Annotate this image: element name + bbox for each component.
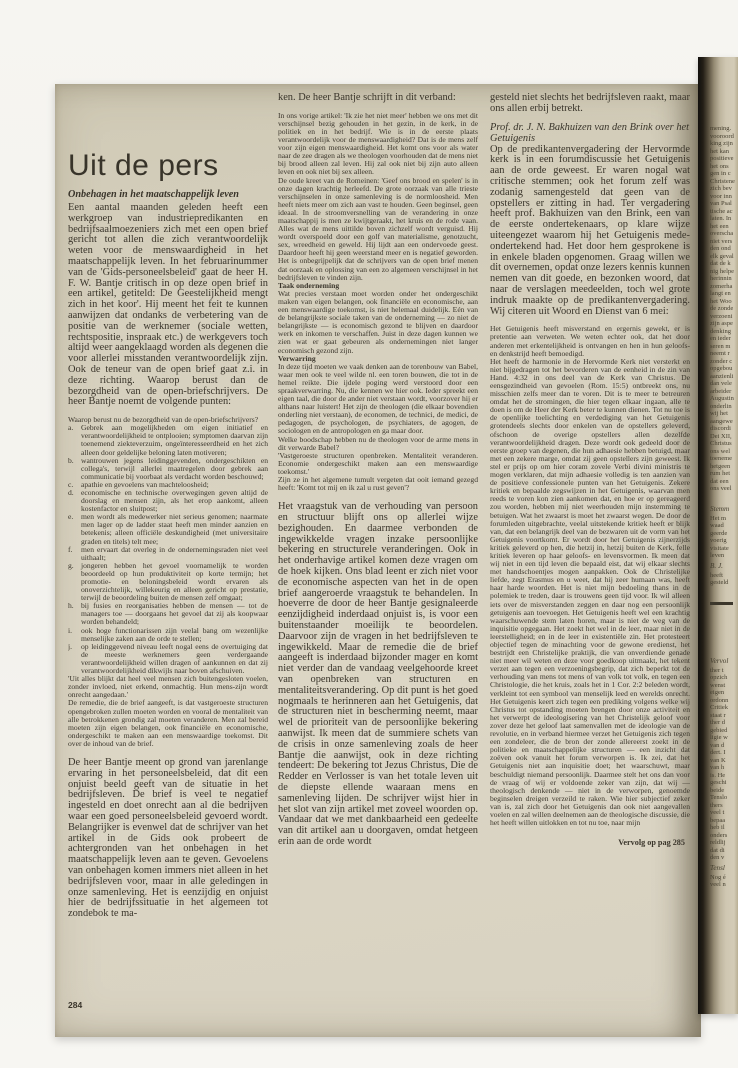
- list-item: [68, 562, 268, 602]
- list-item-label: g.: [68, 560, 74, 570]
- quote-paragraph: Welke boodschap hebben nu de theologen voor de arme mens in dit verwarde Babel?: [278, 434, 478, 452]
- fragment-line: heb il: [710, 824, 725, 831]
- fragment-line: dat de k: [710, 260, 731, 267]
- quote-subheading: Verwarring: [278, 353, 316, 363]
- fragment-line: tische ac: [710, 207, 733, 215]
- paragraph: Het vraagstuk van de verhouding van persoon en structuur blijft ons op allerlei wijze bezighouden. En daarmee verbonden de ingewikkelde vragen inzake persoonlijke bekering en structurele veranderingen. Ook in het onderhavige artikel komen deze vragen om de hoek kijken. Ons blad leent er zich niet voor de economische aspecten van het in de open brief aangeroerde vraagstuk te behandelen. In hoeverre de door de heer Bantje gesignaleerde eenzijdigheid inderdaad onjuist is, is voor een buitenstaander moeilijk te beoordelen. Daarvoor zijn de vragen in het bedrijfsleven te ingewikkeld. Maar de remedie die de brief aangeeft is inderdaad bijzonder mager en komt niet verder dan de vandaag veelgehoorde kreet van openbreken van structuren en mentaliteitsverandering. Op dit punt is het goed nogmaals te herinneren aan het Getuigenis, dat de structuren niet in bescherming neemt, maar wel de prioriteit van de persoonlijke bekering aanwijst. Ik meen dat de summiere schets van de crisis in onze samenleving zoals de heer Bantje die aanwijst, ook in deze richting tendeert: De bekering tot Jezus Christus, Die de Redder en Verlosser is van het totale leven uit de diepste ellende waaraan mens en samenleving lijden. De schrijver wijst hier in het slot van zijn artikel met zoveel woorden op. Vandaar dat we met dankbaarheid een gedeelte van dit artikel aan u doorgaven, omdat hetgeen erin aan de orde wordt: [278, 501, 478, 847]
- fragment-line: mening.: [710, 125, 732, 132]
- fragment-line: den ond: [710, 245, 731, 252]
- fragment-line: den v: [710, 854, 725, 861]
- fragment-line: dat een: [710, 477, 729, 485]
- list-item: [68, 489, 268, 513]
- fragment-line: onders: [710, 831, 728, 839]
- fragment-line: van d: [710, 741, 725, 749]
- fragment-line: zijn aspe: [710, 320, 733, 327]
- fragment-line: voerig: [710, 537, 727, 544]
- fragment-line: het kan: [710, 147, 729, 155]
- fragment-line: ordonn: [710, 696, 729, 704]
- column-1-top-margin: [68, 93, 268, 150]
- fragment-line: niet vers: [710, 237, 733, 245]
- article-subheading: Onbehagen in het maatschappelijk leven: [68, 189, 239, 200]
- fragment-line: verzoeni: [710, 312, 733, 320]
- right-page-edge: [698, 57, 738, 1014]
- fragment-line: leven: [710, 552, 725, 559]
- fragment-line: ligie w: [710, 734, 728, 741]
- list-item-text: Gebrek aan mogelijkheden om eigen initiatief en verantwoordelijkheid te ontplooien; symptomen daarvan zijn toenemend ziekteverzuim, ongeïnteresseerdheid en het zich alleen door geldelijke beloning laten motiveren;: [81, 423, 268, 457]
- fragment-line: vooroord: [710, 132, 734, 140]
- fragment-line: Het m: [710, 514, 727, 522]
- fragment-line: Christene: [710, 177, 735, 185]
- page-number: 284: [68, 1000, 83, 1010]
- paragraph: De heer Bantje meent op grond van jarenlange ervaring in het personeelsbeleid, dat dit een onjuist beeld geeft van de situatie in het bedrijfsleven. De brief is veel te negatief ingesteld en doet onrecht aan al die bedrijven waar een goed personeelsbeleid gevoerd wordt. Belangrijker is evenwel dat de schrijver van het artikel in de Gids ook probeert de achtergronden van het onbehagen in het maatschappelijk leven aan te geven. Gevoelens van onbehagen komen immers niet alleen in het bedrijfsleven voor, maar in alle geledingen in onze samenleving. Het is eenzijdig en onjuist hier de bedrijfssituatie in het algemeen tot zondebok te ma-: [68, 756, 268, 920]
- list-item-text: ook hoge functionarissen zijn veelal bang om wezenlijke menselijke zaken aan de orde te stellen;: [81, 625, 268, 643]
- paragraph: Een aantal maanden geleden heeft een werkgroep van industriepredikanten en bedrijfsaalmoezeniers zich met een open brief gericht tot allen die zich verantwoordelijk weten voor de menswaardigheid in het maatschappelijk leven. In het februarinummer van de 'Gids-personeelsbeleid' gaat de heer H. F. W. Bantje critisch in op deze open brief in een artikel, getiteld: De Geestelijkheid mengt zich in het koor'. Hij meent het feit te kunnen aanwijzen dat ondanks de verbetering van de positie van de werknemer (sociale wetten, rechtspositie, inspraak etc.) de werkgevers toch altijd weer aangeklaagd worden als degenen die voor allerlei misstanden verantwoordelijk zijn. Ook de teneur van de open brief gaat z.i. in deze richting. Waarop berust dan de bezorgdheid van de open-briefschrijvers. De heer Bantje noemt de volgende punten:: [68, 202, 268, 408]
- fragment-line: neemt r: [710, 350, 730, 357]
- list-item-label: a.: [68, 423, 74, 433]
- fragment-line: langt en: [710, 290, 731, 297]
- list-item: [68, 424, 268, 456]
- quote-subheading: Taak onderneming: [278, 280, 340, 290]
- list-item-label: f.: [68, 544, 73, 554]
- list-item-text: wantrouwen jegens leidinggevenden, ondergeschikten en collega's, terwijl allerlei maatregelen door gebrek aan communicatie bij voorbaat als verdacht worden beschouwd;: [81, 455, 268, 481]
- fragment-line: denking: [710, 327, 731, 335]
- fragment-line: staat r: [710, 711, 726, 719]
- fragment-line: hetgeen: [710, 462, 731, 470]
- fragment-line: nig helpe: [710, 267, 735, 275]
- fragment-line: zomerha: [710, 282, 733, 290]
- fragment-line: het een: [710, 222, 729, 230]
- fragment-line: gen in c: [710, 170, 731, 177]
- fragment-line: reldlij: [710, 839, 726, 846]
- list-item-text: bij fusies en reorganisaties hebben de mensen — tot de managers toe — doorgaans het gevoel dat zij als koopwaar worden behandeld;: [81, 601, 268, 627]
- fragment-line: het ons: [710, 162, 729, 170]
- fragment-line: voor inn: [710, 192, 732, 200]
- column-3: [490, 93, 690, 1031]
- quote-paragraph: Het Getuigenis heeft misverstand en ergernis gewekt, er is pretentie aan verweten. We weten echter ook, dat het door anderen met erkentelijkheid is ontvangen en hen in hun geloofs- en denkstrijd heeft bemoedigd.: [490, 324, 690, 358]
- fragment-line: dan vele: [710, 380, 732, 387]
- fragment-line: veel t: [710, 809, 725, 816]
- text-columns: [55, 84, 701, 1031]
- points-list: [68, 424, 268, 675]
- fragment-line: opgebou: [710, 365, 733, 372]
- fragment-line: is. He: [710, 771, 726, 779]
- fragment-line: Augustin: [710, 395, 734, 402]
- list-item-label: j.: [68, 641, 73, 651]
- magazine-left-page: [55, 84, 701, 1037]
- fragment-line: aanzienli: [710, 372, 734, 380]
- fragment-line: geschi: [710, 779, 727, 786]
- fragment-line: veel n: [710, 881, 726, 888]
- fragment-line: ther t: [710, 666, 724, 674]
- list-item-text: jongeren hebben het gevoel voornamelijk te worden beoordeeld op hun produktiviteit op korte termijn; het promotie- en beloningsbeleid wordt ervaren als onoverzichtelijk, willekeurig en alleen gericht op prestatie, terwijl de beoordeling buiten de mensen zelf omgaat;: [81, 560, 268, 603]
- fragment-line: zich bev: [710, 185, 732, 192]
- fragment-line: arbeider: [710, 387, 732, 395]
- fragment-line: Tenslo: [710, 794, 728, 801]
- list-item-label: d.: [68, 487, 74, 497]
- fragment-line: waad: [710, 522, 724, 529]
- fragment-line: heeft: [710, 571, 723, 579]
- article-title: Uit de pers: [68, 149, 219, 182]
- fragment-line: eigen: [710, 689, 725, 696]
- section-heading: Prof. dr. J. N. Bakhuizen van den Brink over het Getuigenis: [490, 121, 690, 144]
- column-2: [278, 93, 478, 1031]
- list-item: [68, 627, 268, 643]
- fragment-line: geerde: [710, 529, 728, 537]
- fragment-line: aangewe: [710, 417, 733, 425]
- fragment-line: bepaa: [710, 816, 726, 824]
- list-item-label: i.: [68, 625, 73, 635]
- list-item-label: c.: [68, 479, 74, 489]
- fragment-line: overscha: [710, 230, 734, 237]
- list-item-text: men wordt als medewerker niet serieus genomen; naarmate men lager op de ladder staat heeft men minder aanzien en betekenis; alleen officiële deskundigheid (met universitaire graden en titels) telt mee;: [81, 512, 268, 546]
- quote-paragraph: Zijn ze in het algemene tumult vergeten dat ooit iemand gezegd heeft: 'Komt tot mij en ik zal u rust geven'?: [278, 475, 478, 493]
- fragment-line: visitate: [710, 544, 729, 552]
- list-item: [68, 513, 268, 545]
- column-1: [68, 93, 268, 1031]
- list-item-text: apathie en gevoelens van machteloosheid;: [81, 479, 209, 489]
- fragment-line: king zijn: [710, 140, 733, 147]
- continuation-notice: Vervolg op pag 285: [618, 838, 685, 848]
- fragment-line: onderlin: [710, 402, 732, 410]
- fragment-line: Critiek: [710, 704, 729, 711]
- list-item-label: e.: [68, 512, 74, 522]
- list-item: [68, 643, 268, 675]
- fragment-line: toeneme: [710, 455, 733, 462]
- fragment-line: wij het: [710, 410, 728, 417]
- fragment-line: Dei XII,: [710, 432, 732, 440]
- fragment-line: herinnin: [710, 275, 732, 282]
- right-page-fragments: [698, 57, 738, 889]
- quote-closing: 'Uit alles blijkt dat heel veel mensen zich buitengesloten voelen, zonder invloed, niet erkend, onmachtig. Hun mens-zijn wordt onrecht aangedaan.': [68, 674, 268, 700]
- list-item-label: h.: [68, 601, 74, 611]
- fragment-line: Stemm: [710, 505, 730, 513]
- fragment-line: discordi: [710, 425, 731, 432]
- quote-intro: Waarop berust nu de bezorgdheid van de open-briefschrijvers?: [68, 415, 259, 425]
- fragment-line: opzich: [710, 674, 728, 681]
- paragraph: gesteld niet slechts het bedrijfsleven raakt, maar ons allen erbij betrekt.: [490, 93, 690, 114]
- quoted-article-block: [278, 112, 478, 492]
- fragment-line: Nog é: [710, 873, 726, 881]
- fragment-line: ons veel: [710, 485, 732, 492]
- fragment-line: [710, 609, 738, 655]
- fragment-line: wenst: [710, 681, 726, 689]
- paragraph: Op de predikantenvergadering der Hervormde kerk is in een forumdiscussie het Getuigenis aan de orde geweest. Er waren nogal wat critische stemmen; ook het forum zelf was zodanig samengesteld dat geen van de opstellers er zitting in had. Ter vergadering heeft prof. Bakhuizen van den Brink, een van de eerste ondertekenaars, op klare wijze uiteengezet waarom hij het Getuigenis mede-ondertekend had. Het door hem gesprokene is in enkele bladen opgenomen. Graag willen we dit overnemen, opdat onze lezers kennis kunnen nemen van dit goede, en bezonken woord, dat naar de verslagen meedeelden, toch wel grote indruk maakte op de predikantenvergadering. Wij citeren uit Woord en Dienst van 6 mei:: [490, 143, 690, 317]
- quote-paragraph: In ons vorige artikel: 'Ik zie het niet meer' hebben we ons met dit verschijnsel bezig gehouden in het gezin, in de kerk, in de politiek en in het bedrijf. Wie is in de eerste plaats verantwoordelijk voor de menswaardigheid? Dat is de mens zelf voor zijn eigen menswaardigheid. Het komt ons voor als water naar de zee dragen als we theologen voorhouden dat de mens niet bij brood alleen zal leven. Hij zal ook niet bij zijn auto alleen leven en ook niet bij sex alleen.: [278, 110, 478, 177]
- fragment-line: [710, 602, 733, 605]
- fragment-line: ons wel: [710, 447, 731, 455]
- fragment-line: [710, 587, 738, 597]
- list-item-text: op leidinggevend niveau leeft nogal eens de overtuiging dat de meeste werknemers geen verdergaande verantwoordelijkheid willen dragen of aankunnen en dat zij verantwoordelijkheid dikwijls naar boven afschuiven.: [81, 641, 268, 676]
- fragment-line: rum het: [710, 470, 731, 477]
- fragment-line: en ieder: [710, 335, 731, 342]
- fragment-line: zonder c: [710, 357, 733, 365]
- quote-paragraph: 'Vastgeroeste structuren openbreken. Mentaliteit veranderen. Economie ondergeschikt maken aan een menswaardige toekomst.': [278, 450, 478, 476]
- quote-paragraph: Het heeft de harmonie in de Hervormde Kerk niet versterkt en niet bijgedragen tot het bevorderen van de eenheid in de zin van Hand. 4:32 in ons deel van de Kerk van Christus. De eensgezindheid van gevoelen (Rom. 15:5) ontbreekt ons, nu misschien zelfs meer dan te voren. Dit is te meer te betreuren omdat het de stromingen, die hier tegen elkaar ingaan, alle te doen is om de Heer der Kerk beter te kunnen dienen. Tot nu toe is de openlijke toelichting en verdediging van het Getuigenis grotendeels slechts door enkelen van de opstellers geleverd, ofschoon de overige opstellers allen dezelfde verantwoordelijkheid dragen. Deze wordt ook gedeeld door de eerste groep van degenen, die hun adhaesie hebben betuigd, maar met een zekere marge, omdat zij geen opstellers zijn geweest. Ik stel er prijs op om hier coram zovele Verbi divini ministris te mogen verklaren, dat mijn adhaesie volledig is ten aanzien van de positieve confessionele punten van het Getuigenis. Zekere kritiek en bepaalde zegswijzen in het Getuigenis, waarvan men reeds te voren kon zien aankomen dat, en hoe er op gereageerd zou worden, hebben mij niet weerhouden mijn instemming te betuigen. Wat het zwaarst is moet het zwaarst wegen. De door de forumleden uitgebrachte, veelal uitstekende kritiek heeft er blijk van, dat een belangrijk deel van de bezwaren uit de vorm van het Getuigenis voortkomt. Er wordt door het Getuigenis zijnerzijds kritiek geleverd op hen, die hetzij in, hetzij buiten de Kerk, felle kritiek leveren op haar geloofs- en levensvormen. Ik meen dat wij niet in een tijd leven die bepaald eist, dat wij elkaar slechts met handschoentjes mogen aanpakken. Ook de Christelijke liefde, zegt Erasmus en u weet, dat hij zeer humaan was, heeft haar harde woorden. Het is niet mijn bedoeling thans in de polemiek te treden, daar is trouwens geen tijd voor. Ik wil alleen iets over de misverstanden zeggen en daar nog een persoonlijk getuigenis aan toevoegen. Het Getuigenis heeft wel een krachtig waarschuwende stem laten horen, maar is niet de weg van de inquisitie opgegaan. Het zoekt het wel in de leer, maar niet in de leerstelligheid; en in de leer in existentiële zin. Het protesteert objectief tegen de minachting voor de gewone eredienst, het bestrijdt een Christelijke praktijk, die van onverdiende genade niet meer wil weten en deze voor goedkoop uitmaakt, het tekent verzet aan tegen een verzoeningsbegrip, dat zich beperkt tot de verhouding van mens tot mens of van volk tot volk, en tegen een Christologie, die het kruis, zoals het in 1 Cor. 2:2 beleden wordt, verkleint tot een symbool van menselijk leed en werelds onrecht. Het Getuigenis keert zich tegen een prediking volgens welke wij Christus tot opstanding moeten brengen door onze activiteit en het verwerpt de ideologisering van het Christelijk geloof voor zover deze het geloof laat samenvallen met de ideologie van de revolutie, en in verband hiermee verzet het Getuigenis zich tegen een zondeleer, die de bron der zonde allereerst zoekt in de politieke en maatschappelijke structuren — een inzicht dat zoëven ook vanuit het forum verworpen is. Ik zei, dat het Getuigenis niet aan inquisitie doet; het waarschuwt, maar beschuldigt niemand persoonlijk. Daarmee stelt het ons dan voor de vraag of wij er voldoende zeker van zijn, dat wij — theologisch denkende — niet in de verworpen, genoemde beginselen dreigen verzeild te raken. Wie hier subjectief zeker van is, zal zich door het Getuigenis dan ook niet aangevallen voelen en zal willen deelnemen aan de theologische discussie, die het heeft willen uitlokken en tot nu toe, naar mijn: [490, 356, 690, 828]
- list-item: [68, 602, 268, 626]
- fragment-line: seren m: [710, 342, 731, 350]
- fragment-line: Christus: [710, 440, 732, 447]
- fragment-line: laten. In: [710, 215, 732, 222]
- fragment-line: thers: [710, 801, 723, 809]
- fragment-line: elk geval: [710, 252, 734, 260]
- fragment-line: dat di: [710, 846, 725, 854]
- fragment-line: dert. I: [710, 749, 726, 756]
- fragment-line: van Psal: [710, 200, 732, 207]
- fragment-line: beide: [710, 786, 725, 794]
- fragment-line: gebied: [710, 726, 728, 734]
- fragment-line: Tensl: [710, 864, 725, 872]
- quoted-testimony-block: [490, 325, 690, 827]
- list-item-label: b.: [68, 455, 74, 465]
- list-item-text: men ervaart dat overleg in de ondernemingsraden niet veel uithaalt;: [81, 544, 268, 562]
- quoted-points-block: [68, 416, 268, 748]
- quote-paragraph: In deze tijd moeten we vaak denken aan de torenbouw van Babel, waar men ook te veel wilde nl. een toren bouwen, die tot in de hemel reikte. Die ijdele poging werd verstoord door een spraakverwarring. Nu, die kennen we hier ook. Ieder spreekt een eigen taal, die door de ander niet verstaan wordt, voorzover hij er althans naar luistert! Het zijn de theologen (die elkaar bovendien onderling niet verstaan), de economen, de technici, de medici, de pedagogen, de psychologen, de psychiaters, de agogen, de sociologen en de antropologen en ga maar door.: [278, 361, 478, 436]
- quote-paragraph: Wat precies verstaan moet worden onder het ondergeschikt maken van eigen belangen, ook financiële en economische, aan een menswaardige toekomst, is niet helemaal duidelijk. Eén van de belangrijkste sociale taken van de onderneming — zo niet de belangrijkste — is economisch gezond te blijven en daardoor werk en inkomen te verschaffen. Juist in deze dagen kunnen we zien wat er gaat gebeuren als ondernemingen niet langer economisch gezond zijn.: [278, 288, 478, 355]
- fragment-line: van K: [710, 756, 726, 764]
- fragment-line: Vervol: [710, 657, 729, 665]
- fragment-line: het Woo: [710, 297, 732, 305]
- quote-paragraph: De oude kreet van de Romeinen: 'Geef ons brood en spelen' is in onze dagen krachtig herleefd. De grote oorzaak van alle trieste verschijnselen in onze samenleving is de normloosheid. Men heeft niets meer om zich aan vast te houden. Geen beginsel, geen ideaal. In de stroomversnelling van de verandering in onze maatschappij is men ze kwijtgeraakt, het kruis en de rode vaan. Alles wat de mens uittilde boven zichzelf wordt verguisd. Hij wordt overspoeld door een golf van materialisme, genotzucht, sex, wreedheid en geweld. Hij lijdt aan een ondervoede geest. Daardoor heeft hij geen weerstand meer en is negatief geworden. Het is onbegrijpelijk dat de schrijvers van de open brief menen dat oorzaak en oplossing van een zo algemeen verschijnsel in het bedrijfsleven te vinden zijn.: [278, 175, 478, 282]
- fragment-line: gesteld: [710, 579, 729, 586]
- fragment-line: B. J.: [710, 562, 723, 570]
- paragraph: ken. De heer Bantje schrijft in dit verband:: [278, 93, 456, 103]
- fragment-line: van h: [710, 764, 725, 771]
- list-item: [68, 457, 268, 481]
- fragment-line: de zonde: [710, 305, 734, 312]
- fragment-line: positieve: [710, 155, 734, 162]
- fragment-line: [710, 493, 738, 503]
- list-item-text: economische en technische overwegingen geven altijd de doorslag en mensen zijn, als het erop aankomt, alleen kostenfactor en sluitpost;: [81, 487, 268, 514]
- quote-closing: De remedie, die de brief aangeeft, is dat vastgeroeste structuren opengebroken zullen moeten worden en vooral de mentaliteit van alle betrokkenen grondig zal moeten veranderen. Men zal bereid moeten zijn eigen belangen, ook financiële en economische, ondergeschikt te maken aan een menswaardige toekomst. Dit over de inhoud van de brief.: [68, 698, 268, 748]
- fragment-line: ther d: [710, 719, 725, 726]
- list-item: [68, 546, 268, 562]
